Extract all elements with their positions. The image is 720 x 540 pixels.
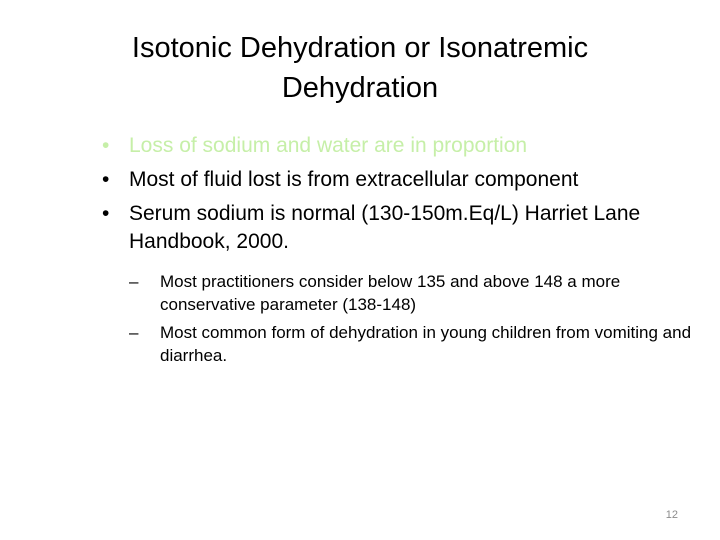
slide-title	[60, 28, 660, 108]
bullet-text: Most of fluid lost is from extracellular component	[129, 168, 579, 191]
page-number: 12	[665, 509, 678, 521]
bullet-item-serum-sodium	[102, 200, 692, 367]
sub-bullet-item-common-form	[129, 321, 692, 367]
bullet-item-sodium-water-proportion	[102, 132, 692, 160]
bullet-item-extracellular	[102, 166, 692, 194]
bullet-icon: •	[102, 134, 110, 157]
sub-bullet-text: Most practitioners consider below 135 and above 148 a more conservative parameter (138-148)	[160, 272, 621, 314]
bullet-list	[102, 132, 692, 373]
bullet-icon: •	[102, 202, 110, 225]
sub-bullet-list	[129, 270, 692, 367]
dash-icon: –	[129, 323, 139, 342]
dash-icon: –	[129, 272, 139, 291]
bullet-icon: •	[102, 168, 110, 191]
title-line-1: Isotonic Dehydration or Isonatremic	[131, 32, 589, 64]
sub-bullet-text: Most common form of dehydration in young children from vomiting and diarrhea.	[160, 323, 692, 365]
sub-bullet-item-practitioners	[129, 270, 692, 316]
title-line-2: Dehydration	[281, 72, 439, 104]
bullet-text: Loss of sodium and water are in proportion	[129, 134, 528, 157]
bullet-text: Serum sodium is normal (130-150m.Eq/L) Harriet Lane Handbook, 2000.	[129, 202, 641, 253]
